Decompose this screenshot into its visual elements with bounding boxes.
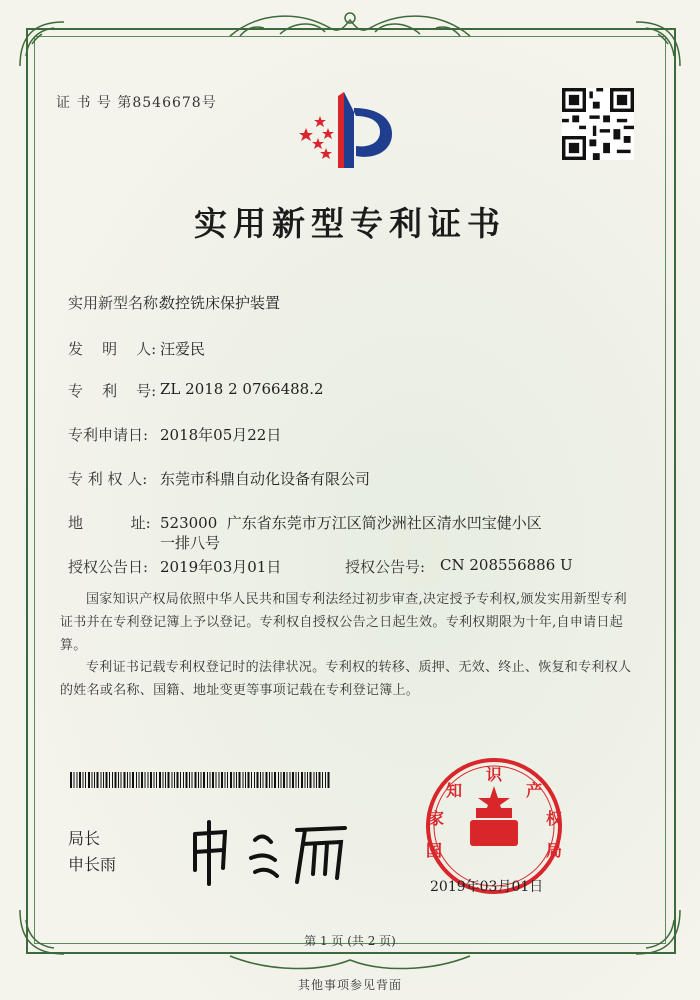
- corner-ornament-icon: [626, 16, 686, 76]
- svg-text:知: 知: [445, 781, 463, 800]
- field-value-address: 523000 广东省东莞市万江区简沙洲社区清水凹宝健小区: [160, 514, 542, 532]
- grant-no-label: 授权公告号:: [345, 558, 426, 576]
- certificate-number: 证 书 号 第8546678号: [56, 95, 217, 111]
- svg-text:局: 局: [545, 841, 563, 860]
- certificate-title: 实用新型专利证书: [194, 204, 506, 243]
- svg-text:家: 家: [427, 809, 445, 828]
- field-value-patent-no: ZL 2018 2 0766488.2: [160, 380, 324, 398]
- svg-text:识: 识: [485, 765, 503, 784]
- paragraph-legal: 专利证书记载专利权登记时的法律状况。专利权的转移、质押、无效、终止、恢复和专利权人的姓名或名称、国籍、地址变更等事项记载在专利登记簿上。: [60, 660, 632, 698]
- field-value-address-line2: 一排八号: [160, 534, 221, 552]
- barcode-icon: [70, 772, 330, 788]
- official-seal-icon: [414, 756, 574, 896]
- svg-text:权: 权: [545, 809, 563, 828]
- field-value-patentee: 东莞市科鼎自动化设备有限公司: [160, 470, 371, 488]
- field-value-name: 数控铣床保护装置: [160, 294, 281, 312]
- svg-text:产: 产: [525, 781, 543, 800]
- bottom-ornament-icon: [220, 950, 480, 974]
- field-label-inventor: 发 明 人:: [68, 340, 157, 358]
- back-note: 其他事项参见背面: [297, 978, 402, 992]
- corner-ornament-icon: [626, 900, 686, 960]
- grant-no-value: CN 208556886 U: [440, 556, 573, 574]
- field-value-inventor: 汪爱民: [160, 340, 206, 358]
- grant-date-label: 授权公告日:: [68, 558, 149, 576]
- field-label-patentee: 专 利 权 人:: [68, 470, 148, 488]
- top-ornament-icon: [220, 6, 480, 46]
- field-value-filing-date: 2018年05月22日: [160, 426, 282, 444]
- svg-text:国: 国: [425, 841, 443, 860]
- corner-ornament-icon: [14, 16, 74, 76]
- paragraph-grant: 国家知识产权局依照中华人民共和国专利法经过初步审查,决定授予专利权,颁发实用新型专利证书并在专利登记簿上予以登记。专利权自授权公告之日起生效。专利权期限为十年,自申请日起算。: [60, 592, 627, 653]
- field-label-patent-no: 专 利 号:: [68, 382, 157, 400]
- field-label-name: 实用新型名称:: [68, 294, 164, 312]
- director-title: 局长: [68, 829, 101, 848]
- patent-office-logo-icon: [296, 86, 406, 176]
- page-number: 第 1 页 (共 2 页): [304, 934, 396, 948]
- qr-code-icon: [562, 88, 634, 160]
- grant-date-value: 2019年03月01日: [160, 558, 282, 576]
- director-name: 申长雨: [68, 855, 117, 874]
- seal-date: 2019年03月01日: [430, 879, 544, 895]
- director-signature: [185, 812, 355, 892]
- field-label-filing-date: 专利申请日:: [68, 426, 149, 444]
- corner-ornament-icon: [14, 900, 74, 960]
- field-label-address: 地 址:: [68, 514, 151, 532]
